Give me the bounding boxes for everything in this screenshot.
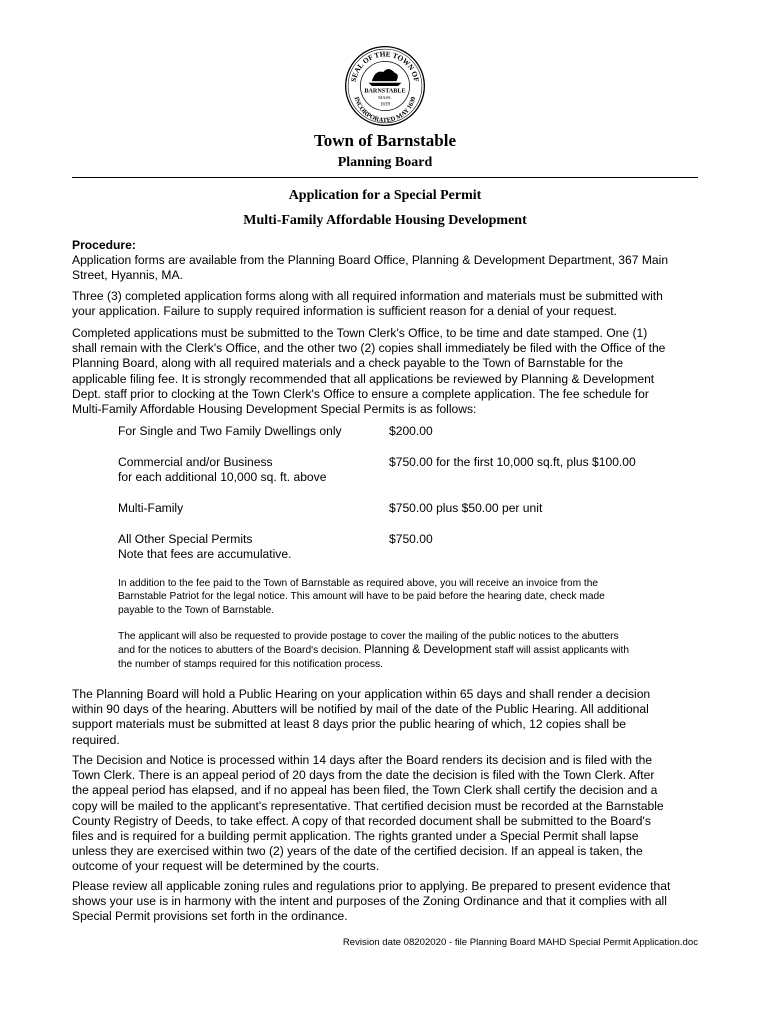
review-paragraph: Please review all applicable zoning rules and regulations prior to applying. Be prepared to present evidence that shows your use is in harmony with the intent and purposes of the Zoning Ordinance and that it complies with all Special Permit provisions set forth in the ordinance. [72,879,671,924]
svg-text:1639: 1639 [380,102,390,108]
fee-label-commercial: Commercial and/or Business for each additional 10,000 sq. ft. above [118,455,327,485]
fee-label-other-permits: All Other Special Permits Note that fees are accumulative. [118,532,292,562]
fee-amount-commercial: $750.00 for the first 10,000 sq.ft, plus $100.00 [389,455,636,469]
copies-paragraph: Three (3) completed application forms along with all required information and materials must be submitted with your application. Failure to supply required information is sufficient reason for a denial of your request. [72,289,663,319]
procedure-heading: Procedure: [72,238,136,252]
board-title: Planning Board [337,155,433,170]
fee-amount-single-two-family: $200.00 [389,424,433,438]
town-title: Town of Barnstable [313,131,456,150]
submission-paragraph: Completed applications must be submitted to the Town Clerk's Office, to be time and date stamped. One (1) shall remain with the Clerk's Office, and the other two (2) copies shall immediately be filed with the Office of the Planning Board, along with all required materials and a check payable to the Town of Barnstable for the applicable filing fee. It is strongly recommended that all applications be reviewed by Planning & Development Dept. staff prior to clocking at the Town Clerk's Office to ensure a complete application. The fee schedule for Multi-Family Affordable Housing Development Special Permits is as follows: [72,326,666,417]
svg-text:BARNSTABLE: BARNSTABLE [364,88,406,95]
revision-footer: Revision date 08202020 - file Planning Board MAHD Special Permit Application.doc [342,937,698,948]
fee-label-multi-family: Multi-Family [118,501,184,515]
postage-note: The applicant will also be requested to provide postage to cover the mailing of the public notices to the abutters and for the notices to abutters of the Board's decision. Planning & Development staff will assist applicants with the number of stamps required for this notification process. [118,631,630,670]
application-title: Application for a Special Permit [288,188,482,203]
svg-text:SEAL OF THE TOWN OF: SEAL OF THE TOWN OF [348,49,422,83]
application-subtitle: Multi-Family Affordable Housing Development [243,213,527,228]
svg-text:MASS.: MASS. [378,95,392,101]
fee-label-single-two-family: For Single and Two Family Dwellings only [118,424,342,438]
fee-amount-multi-family: $750.00 plus $50.00 per unit [389,501,543,515]
town-seal-icon [344,45,426,127]
hearing-paragraph: The Planning Board will hold a Public Hearing on your application within 65 days and shall render a decision within 90 days of the hearing. Abutters will be notified by mail of the date of the Public Hearing. All additional support materials must be submitted at least 8 days prior the public hearing of which, 12 copies shall be required. [72,687,651,747]
procedure-paragraph: Application forms are available from the Planning Board Office, Planning & Development Department, 367 Main Street, Hyannis, MA. [72,253,669,283]
invoice-note: In addition to the fee paid to the Town of Barnstable as required above, you will receive an invoice from the Barnstable Patriot for the legal notice. This amount will have to be paid before the hearing date, check made payable to the Town of Barnstable. [118,578,605,616]
decision-paragraph: The Decision and Notice is processed within 14 days after the Board renders its decision and is filed with the Town Clerk. There is an appeal period of 20 days from the date the decision is filed with the Town Clerk. After the appeal period has elapsed, and if no appeal has been filed, the Town Clerk shall certify the decision and a copy will be mailed to the applicant's representative. That certified decision must be recorded at the Barnstable County Registry of Deeds, to take effect. A copy of that recorded document shall be submitted to the Board's files and is required for a building permit application. The rights granted under a Special Permit shall lapse unless they are exercised within two (2) years of the date of the certified decision. If an appeal is taken, the outcome of your request will be determined by the courts. [72,753,664,874]
header-divider [72,177,698,178]
fee-amount-other-permits: $750.00 [389,532,433,546]
svg-text:INCORPORATED MAY 1639: INCORPORATED MAY 1639 [352,96,418,125]
